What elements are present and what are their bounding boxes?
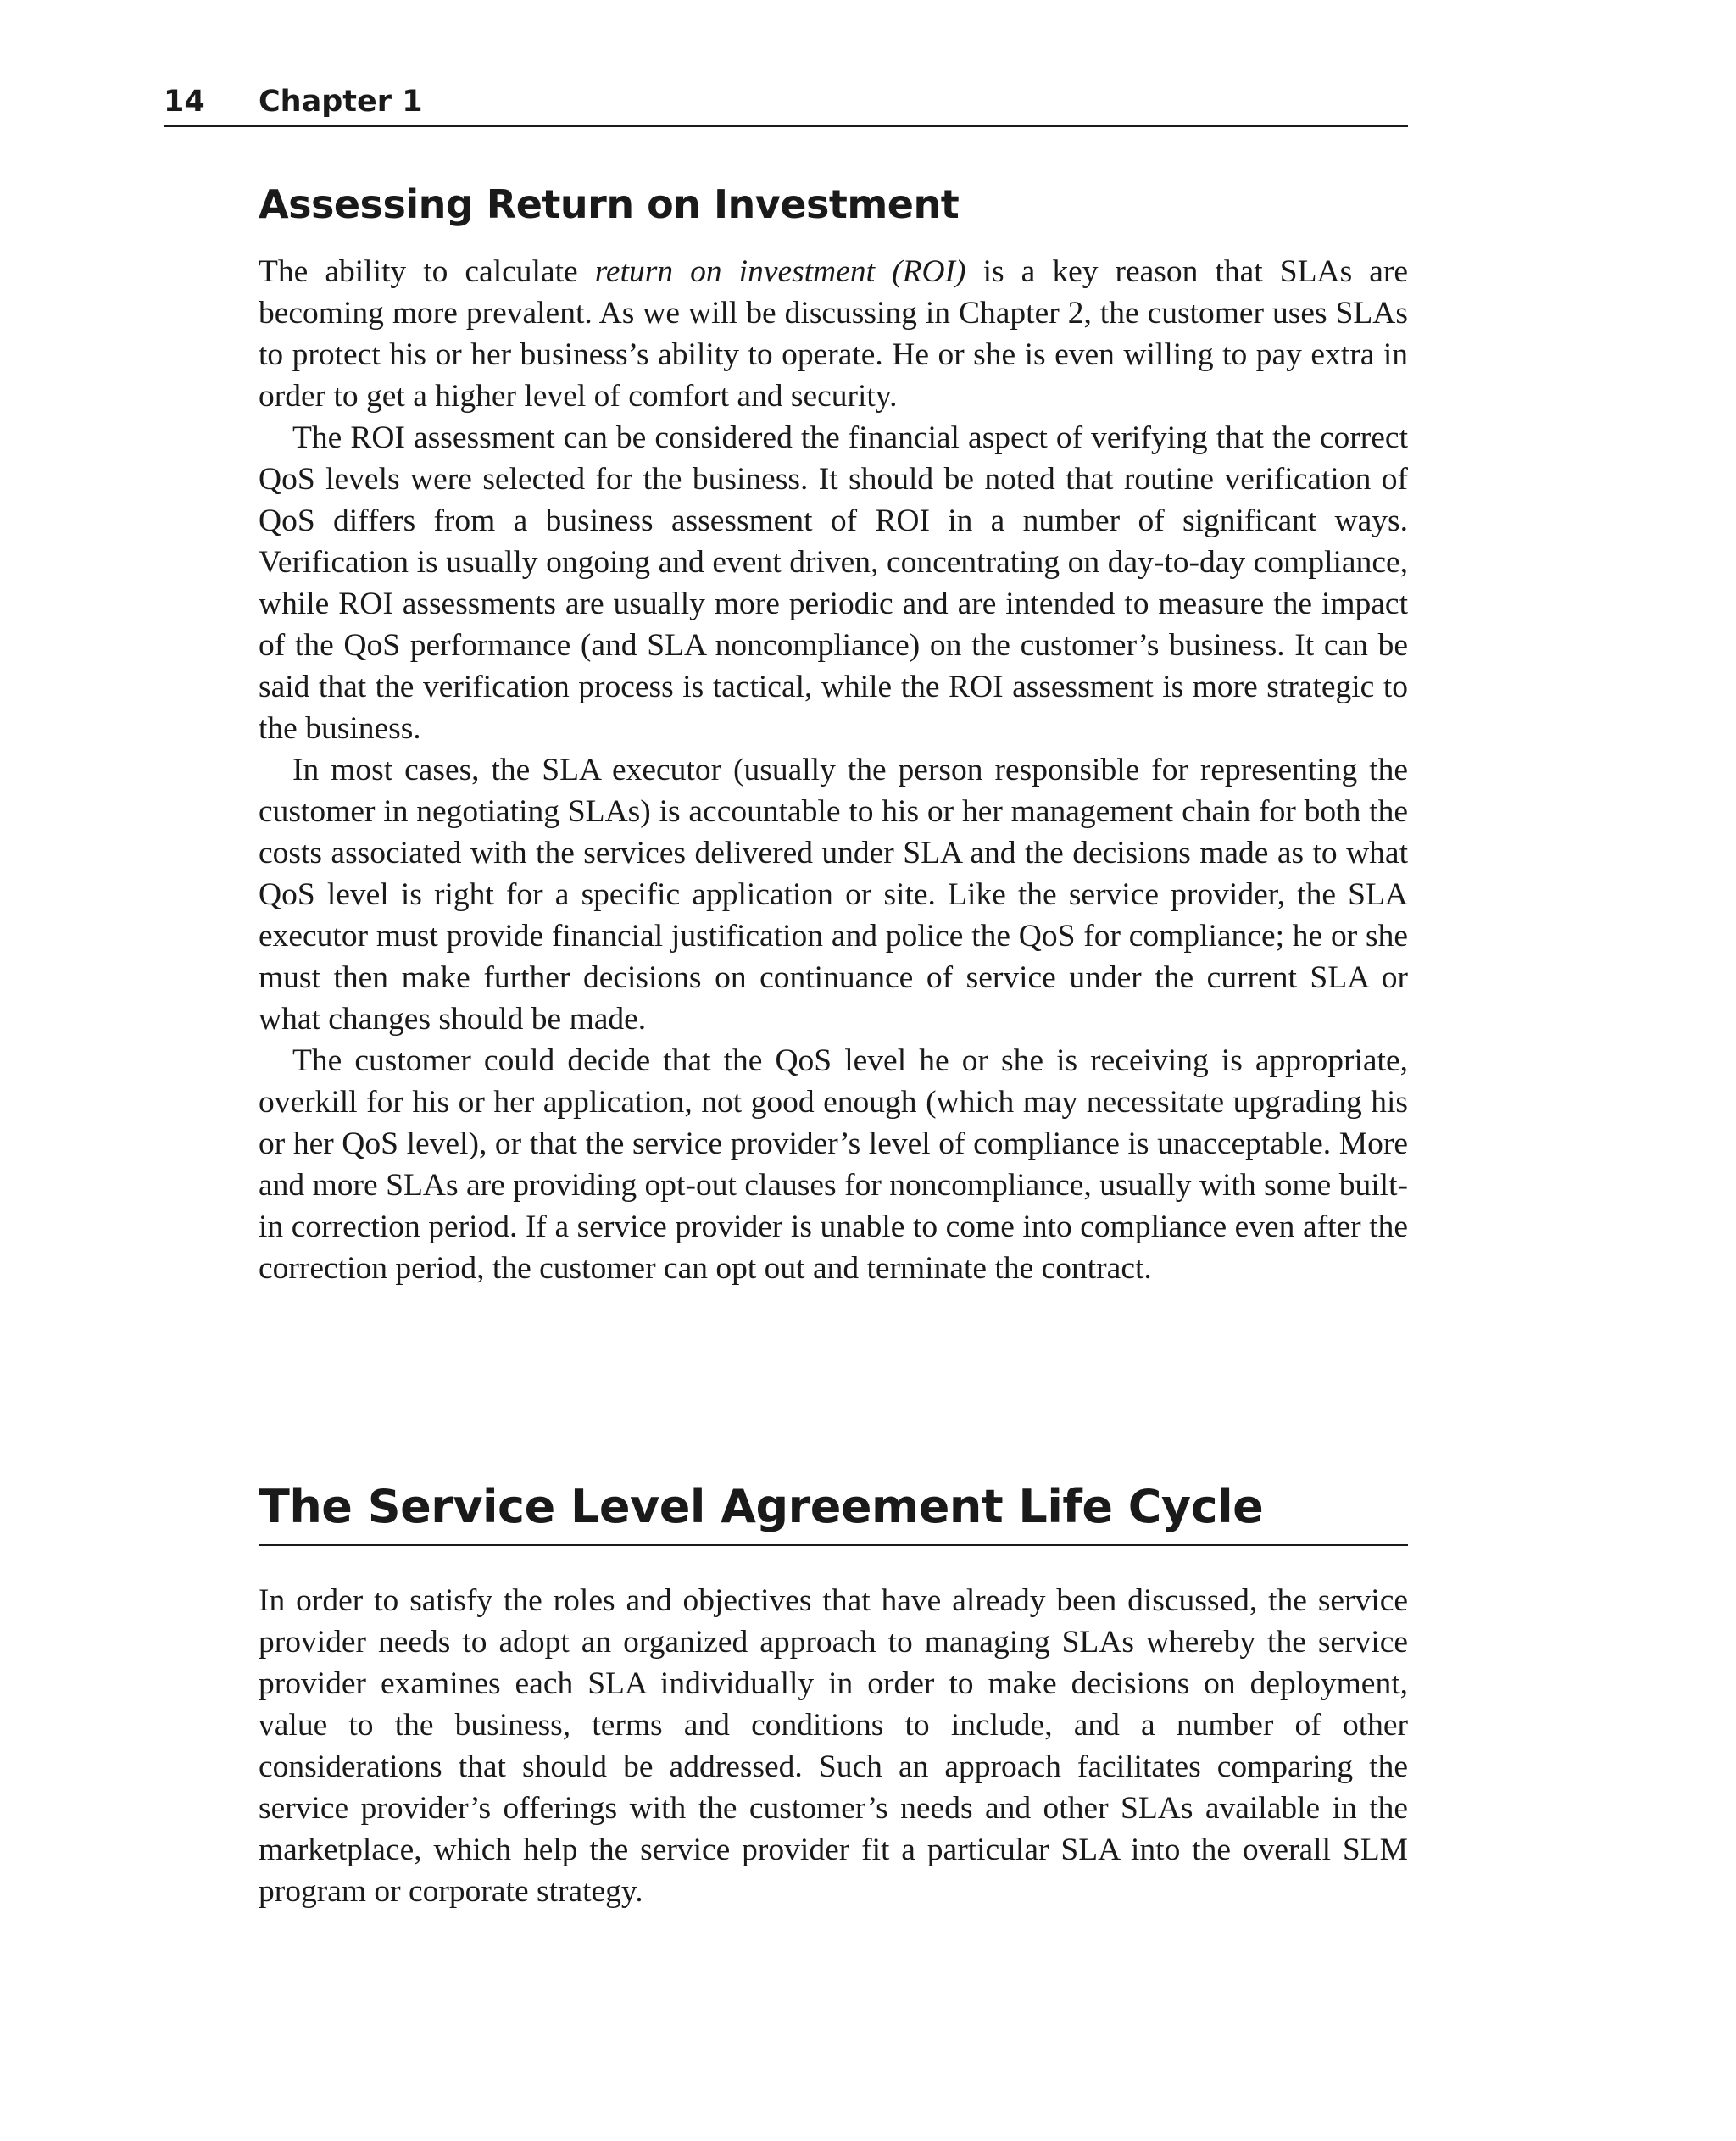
paragraph-roi-intro-rest: is a key reason that SLAs are becoming more prevalent. As we will be discussing in Chapter 2, the customer uses SLAs to protect his or her business’s ability to operate. He or she is even willing to pay extra in order to get a higher level of comfort and security.: [259, 254, 1408, 414]
term-roi: return on investment (ROI): [594, 254, 966, 289]
running-header: [164, 78, 1408, 127]
paragraph-customer-decision: The customer could decide that the QoS level he or she is receiving is appropriate, overkill for his or her application, not good enough (which may necessitate upgrading his or her QoS level), or that the service provider’s level of compliance is unacceptable. More and more SLAs are providing opt-out clauses for noncompliance, usually with some built-in correction period. If a service provider is unable to come into compliance even after the correction period, the customer can opt out and terminate the contract.: [259, 1043, 1408, 1286]
page-number: 14: [164, 85, 205, 119]
paragraph-roi-intro: [259, 251, 1408, 417]
section-assessing-roi: [259, 175, 1408, 1289]
paragraph-roi-intro-lead: The ability to calculate: [259, 254, 595, 289]
section-title-life-cycle: The Service Level Agreement Life Cycle: [259, 1473, 1408, 1546]
paragraph-life-cycle-intro: In order to satisfy the roles and objectives that have already been discussed, the service provider needs to adopt an organized approach to managing SLAs whereby the service provider examines each SLA individually in order to make decisions on deployment, value to the business, terms and conditions to include, and a number of other considerations that should be addressed. Such an approach facilitates comparing the service provider’s offerings with the customer’s needs and other SLAs available in the marketplace, which help the service provider fit a particular SLA into the overall SLM program or corporate strategy.: [259, 1583, 1408, 1909]
paragraph-roi-assessment: The ROI assessment can be considered the financial aspect of verifying that the correct QoS levels were selected for the business. It should be noted that routine verification of QoS differs from a business assessment of ROI in a number of significant ways. Verification is usually ongoing and event driven, concentrating on day-to-day compliance, while ROI assessments are usually more periodic and are intended to measure the impact of the QoS performance (and SLA noncompliance) on the customer’s business. It can be said that the verification process is tactical, while the ROI assessment is more strategic to the business.: [259, 420, 1408, 746]
section-title-roi: Assessing Return on Investment: [259, 181, 960, 227]
paragraph-sla-executor: In most cases, the SLA executor (usually the person responsible for representing the customer in negotiating SLAs) is accountable to his or her management chain for both the costs associated with the services delivered under SLA and the decisions made as to what QoS level is right for a specific application or site. Like the service provider, the SLA executor must provide financial justification and police the QoS for compliance; he or she must then make further decisions on continuance of service under the current SLA or what changes should be made.: [259, 753, 1408, 1037]
chapter-label: Chapter 1: [259, 85, 423, 119]
section-sla-life-cycle: [259, 1473, 1408, 1912]
